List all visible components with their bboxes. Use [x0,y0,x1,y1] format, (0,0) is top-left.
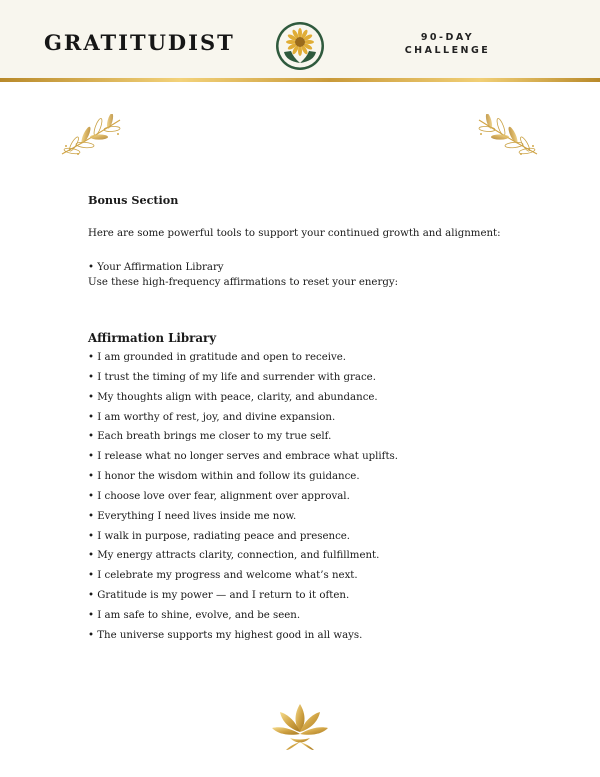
list-item: • I walk in purpose, radiating peace and presence. [88,530,351,542]
list-item: • My energy attracts clarity, connection, and fulfillment. [88,550,380,562]
bonus-section-title: Bonus Section [88,193,179,207]
leaf-sprig-icon [475,114,541,160]
page-content [88,190,528,646]
challenge-label [400,31,495,57]
list-item: • I release what no longer serves and embrace what uplifts. [88,451,399,463]
list-item: • I choose love over fear, alignment over approval. [88,490,350,502]
list-item: • Everything I need lives inside me now. [88,510,297,522]
list-item: • My thoughts align with peace, clarity, and abundance. [88,391,378,403]
brand-title: GRATITUDIST [44,30,235,55]
header-gold-rule [0,78,600,82]
sunflower-hands-logo [275,21,325,71]
lotus-icon [182,702,418,754]
list-item: • I trust the timing of my life and surrender with grace. [88,371,376,383]
list-item: • I am worthy of rest, joy, and divine expansion. [88,411,336,423]
list-item: • I am grounded in gratitude and open to receive. [88,352,347,363]
list-item: • I celebrate my progress and welcome what’s next. [88,570,358,582]
library-bullet: • Your Affirmation Library [88,262,224,273]
library-description: Use these high-frequency affirmations to reset your energy: [88,277,399,288]
challenge-line-1: 90-DAY [420,32,475,43]
bonus-intro: Here are some powerful tools to support your continued growth and alignment: [88,228,501,239]
challenge-line-2: CHALLENGE [404,45,491,56]
affirmation-list [88,348,528,646]
list-item: • I honor the wisdom within and follow its guidance. [88,471,360,483]
leaf-sprig-icon [58,114,124,160]
list-item: • I am safe to shine, evolve, and be seen. [88,609,301,621]
list-item: • The universe supports my highest good in all ways. [88,629,363,641]
list-item: • Each breath brings me closer to my true self. [88,431,332,443]
list-item: • Gratitude is my power — and I return to it often. [88,590,350,602]
affirmation-library-heading: Affirmation Library [88,331,217,345]
page-header [0,0,600,78]
